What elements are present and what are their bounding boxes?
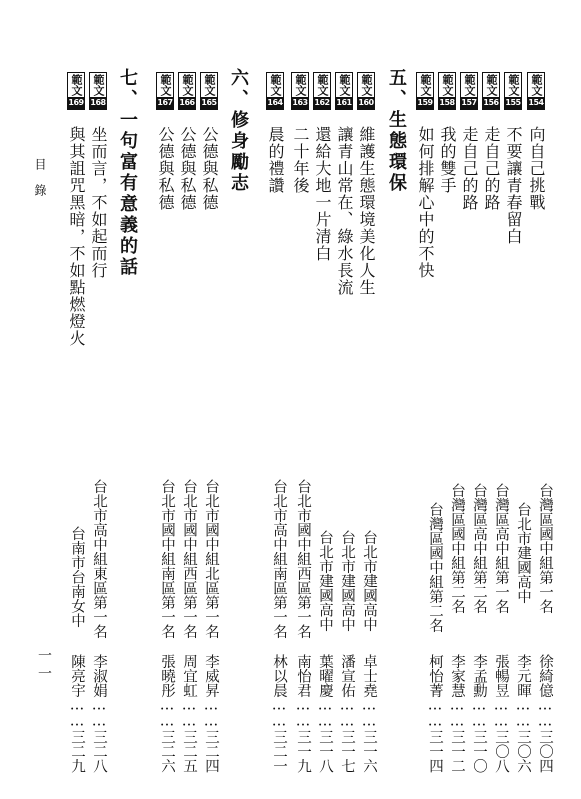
badge-label: 範文 bbox=[159, 74, 172, 96]
entry-title: 二十年後 bbox=[291, 126, 310, 194]
entry-badge bbox=[200, 72, 218, 110]
badge-number: 161 bbox=[336, 98, 352, 107]
entry-author: 林以晨……三二一 bbox=[271, 654, 287, 773]
running-head: 目錄 bbox=[33, 158, 47, 210]
badge-number: 157 bbox=[461, 98, 477, 107]
badge-label: 範文 bbox=[530, 74, 543, 96]
badge-label: 範文 bbox=[70, 74, 83, 96]
badge-number: 155 bbox=[505, 98, 521, 107]
entry-title: 讓青山常在、綠水長流 bbox=[335, 126, 354, 296]
entry-title: 公德與私德 bbox=[156, 126, 175, 211]
entry-title: 公德與私德 bbox=[178, 126, 197, 211]
entry-author: 李威昇……三二四 bbox=[203, 654, 219, 773]
badge-number: 165 bbox=[201, 98, 217, 107]
entry-title: 與其詛咒黑暗，不如點燃燈火 bbox=[67, 126, 86, 347]
entry-title: 我的雙手 bbox=[438, 126, 457, 194]
entry-school: 台北市國中組南區第一名 bbox=[159, 479, 175, 639]
badge-number: 169 bbox=[68, 98, 84, 107]
badge-label: 範文 bbox=[507, 74, 520, 96]
badge-number: 166 bbox=[179, 98, 195, 107]
badge-number: 160 bbox=[358, 98, 374, 107]
entry-badge bbox=[527, 72, 545, 110]
entry-school: 台北市建國高中 bbox=[317, 530, 333, 632]
entry-title: 坐而言，不如起而行 bbox=[89, 126, 108, 279]
entry-author: 葉曜慶……三一八 bbox=[317, 654, 333, 773]
entry-title: 走自己的路 bbox=[482, 126, 501, 211]
entry-school: 台北市國中組北區第一名 bbox=[203, 479, 219, 639]
badge-label: 範文 bbox=[463, 74, 476, 96]
entry-badge bbox=[291, 72, 309, 110]
entry-title: 走自己的路 bbox=[460, 126, 479, 211]
entry-badge bbox=[416, 72, 434, 110]
badge-label: 範文 bbox=[485, 74, 498, 96]
entry-title: 晨的禮讚 bbox=[266, 126, 285, 194]
entry-badge bbox=[313, 72, 331, 110]
entry-title: 還給大地一片清白 bbox=[313, 126, 332, 262]
badge-label: 範文 bbox=[419, 74, 432, 96]
section-heading-5: 五、生態環保 bbox=[386, 68, 407, 194]
entry-badge bbox=[156, 72, 174, 110]
section-heading-6: 六、修身勵志 bbox=[228, 68, 249, 194]
badge-label: 範文 bbox=[441, 74, 454, 96]
entry-author: 陳亮宇……三二九 bbox=[69, 654, 85, 773]
badge-label: 範文 bbox=[92, 74, 105, 96]
entry-school: 台北市高中組東區第一名 bbox=[91, 479, 107, 639]
entry-author: 李淑娟……三二八 bbox=[91, 654, 107, 773]
entry-title: 向自己挑戰 bbox=[527, 126, 546, 211]
badge-label: 範文 bbox=[316, 74, 329, 96]
entry-author: 潘宣佑……三一七 bbox=[339, 654, 355, 773]
entry-badge bbox=[178, 72, 196, 110]
section-heading-7: 七、一句富有意義的話 bbox=[117, 68, 138, 278]
entry-badge bbox=[266, 72, 284, 110]
entry-author: 張暢昱……三〇八 bbox=[493, 654, 509, 773]
entry-school: 台灣區高中組第二名 bbox=[471, 483, 487, 614]
badge-number: 163 bbox=[292, 98, 308, 107]
entry-title: 不要讓青春留白 bbox=[504, 126, 523, 245]
badge-label: 範文 bbox=[269, 74, 282, 96]
entry-author: 卓士堯……三一六 bbox=[361, 654, 377, 773]
entry-school: 台北市建國高中 bbox=[339, 530, 355, 632]
entry-title: 如何排解心中的不快 bbox=[416, 126, 435, 279]
entry-author: 周宜虹……三二五 bbox=[181, 654, 197, 773]
badge-number: 158 bbox=[439, 98, 455, 107]
entry-author: 李孟勳……三一〇 bbox=[471, 654, 487, 773]
entry-school: 台北市國中組西區第一名 bbox=[181, 479, 197, 639]
entry-badge bbox=[504, 72, 522, 110]
entry-badge bbox=[67, 72, 85, 110]
entry-badge bbox=[438, 72, 456, 110]
badge-label: 範文 bbox=[338, 74, 351, 96]
entry-author: 李家慧……三一二 bbox=[449, 654, 465, 773]
entry-school: 台南市台南女中 bbox=[69, 526, 85, 628]
entry-school: 台灣區國中組第二名 bbox=[427, 502, 443, 633]
entry-badge bbox=[460, 72, 478, 110]
page-number: 一一 bbox=[36, 648, 52, 684]
entry-school: 台北市建國高中 bbox=[361, 530, 377, 632]
entry-author: 徐綺億……三〇四 bbox=[537, 654, 553, 773]
entry-school: 台灣區高中組第一名 bbox=[493, 483, 509, 614]
badge-label: 範文 bbox=[203, 74, 216, 96]
badge-number: 168 bbox=[90, 98, 106, 107]
badge-number: 164 bbox=[267, 98, 283, 107]
entry-school: 台灣區國中組第一名 bbox=[537, 483, 553, 614]
badge-number: 167 bbox=[157, 98, 173, 107]
badge-number: 159 bbox=[417, 98, 433, 107]
entry-badge bbox=[335, 72, 353, 110]
badge-number: 162 bbox=[314, 98, 330, 107]
entry-title: 公德與私德 bbox=[200, 126, 219, 211]
badge-label: 範文 bbox=[181, 74, 194, 96]
entry-school: 台北市高中組南區第一名 bbox=[271, 479, 287, 639]
entry-author: 張曉彤……三二六 bbox=[159, 654, 175, 773]
entry-author: 李元暉……三〇六 bbox=[515, 654, 531, 773]
entry-author: 柯怡菁……三一四 bbox=[427, 654, 443, 773]
entry-school: 台灣區國中組第二名 bbox=[449, 483, 465, 614]
entry-badge bbox=[482, 72, 500, 110]
badge-label: 範文 bbox=[294, 74, 307, 96]
badge-label: 範文 bbox=[360, 74, 373, 96]
badge-number: 154 bbox=[528, 98, 544, 107]
entry-badge bbox=[89, 72, 107, 110]
entry-author: 南怡君……三一九 bbox=[295, 654, 311, 773]
entry-school: 台北市國中組西區第一名 bbox=[295, 479, 311, 639]
entry-school: 台北市建國高中 bbox=[515, 502, 531, 604]
entry-badge bbox=[357, 72, 375, 110]
entry-title: 維護生態環境美化人生 bbox=[357, 126, 376, 296]
badge-number: 156 bbox=[483, 98, 499, 107]
